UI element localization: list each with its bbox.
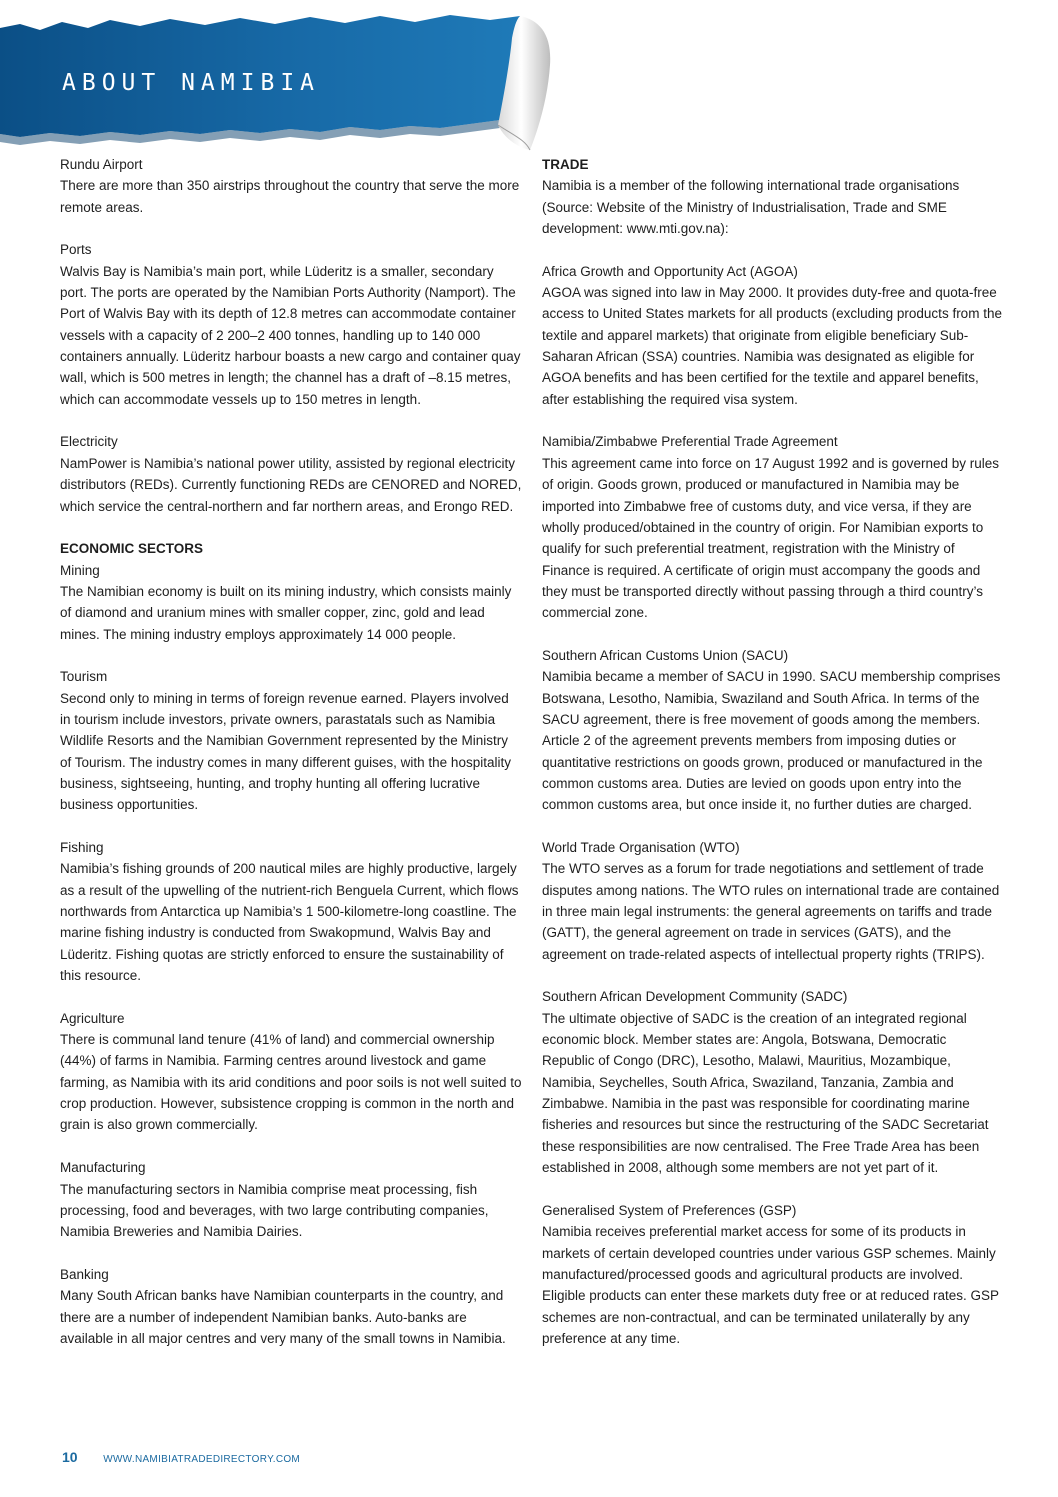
section-heading: TRADE <box>542 157 589 172</box>
article-section <box>542 1200 1002 1349</box>
section-title: World Trade Organisation (WTO) <box>542 840 740 855</box>
section-body: There is communal land tenure (41% of land) and commercial ownership (44%) of farms in Namibia. Farming centres around livestock and game farming, as Namibia with its arid conditions and poor soils is not well suited to crop production. However, subsistence cropping is common in the north and grain is also grown commercially. <box>60 1032 522 1133</box>
section-body: AGOA was signed into law in May 2000. It provides duty-free and quota-free access to United States markets for all products (excluding products from the textile and apparel markets) that originate from eligible beneficiary Sub-Saharan African (SSA) countries. Namibia was designated as eligible for AGOA benefits and has been certified for the textile and apparel benefits, after establishing the required visa system. <box>542 285 1002 407</box>
section-title: Namibia/Zimbabwe Preferential Trade Agreement <box>542 434 838 450</box>
article-section <box>542 154 1002 239</box>
section-body: The ultimate objective of SADC is the creation of an integrated regional economic block. Member states are: Angola, Botswana, Democratic Republic of Congo (DRC), Lesotho, Malawi, Mauritius, Mozambique, Namibia, Seychelles, South Africa, Swaziland, Tanzania, Zambia and Zimbabwe. Namibia in the past was responsible for coordinating marine fisheries and resources but since the restructuring of the SADC Secretariat these responsibilities are now centralised. The Free Trade Area has been established in 2008, although some members are not yet part of it. <box>542 1010 989 1176</box>
section-body: Namibia is a member of the following international trade organisations (Source: Website of the Ministry of Industrialisation, Trade and SME development: www.mti.gov.na): <box>542 178 960 237</box>
section-title: Ports <box>60 242 92 258</box>
section-body: The WTO serves as a forum for trade negotiations and settlement of trade disputes among nations. The WTO rules on international trade are contained in three main legal instruments: the general agreements on tariffs and trade (GATT), the general agreement on trade in services (GATS), and the agreement on trade-related aspects of intellectual property rights (TRIPS). <box>542 861 1000 962</box>
header-banner <box>0 10 560 160</box>
article-section <box>60 431 522 516</box>
section-title: Agriculture <box>60 1010 125 1026</box>
page-title: ABOUT NAMIBIA <box>62 70 321 96</box>
right-column <box>542 154 1002 1371</box>
section-body: Walvis Bay is Namibia’s main port, while Lüderitz is a smaller, secondary port. The ports are operated by the Namibian Ports Authority (Namport). The Port of Walvis Bay with its depth of 12.8 metres can accommodate container vessels with a capacity of 2 200–2 400 tonnes, handling up to 140 000 containers annually. Lüderitz harbour boasts a new cargo and container quay wall, which is 500 metres in length; the channel has a draft of –8.15 metres, which can accommodate vessels up to 150 metres in length. <box>60 263 521 407</box>
section-body: NamPower is Namibia’s national power utility, assisted by regional electricity distributors (REDs). Currently functioning REDs are CENORED and NORED, which service the central-northern and far northern areas, and Erongo RED. <box>60 455 522 514</box>
section-title: Fishing <box>60 840 104 855</box>
section-title: Mining <box>60 562 100 578</box>
article-section <box>60 1008 522 1136</box>
left-column <box>60 154 522 1371</box>
website-link[interactable]: WWW.NAMIBIATRADEDIRECTORY.COM <box>103 1454 301 1465</box>
section-title: Africa Growth and Opportunity Act (AGOA) <box>542 263 798 279</box>
page-number: 10 <box>62 1449 78 1465</box>
article-section <box>60 538 522 645</box>
section-body: The Namibian economy is built on its mining industry, which consists mainly of diamond and uranium mines with smaller copper, zinc, gold and lead mines. The mining industry employs approximately 14 000 people. <box>60 583 512 642</box>
section-title: Generalised System of Preferences (GSP) <box>542 1202 797 1218</box>
section-title: Electricity <box>60 434 118 450</box>
section-heading: ECONOMIC SECTORS <box>60 541 204 557</box>
section-body: Namibia became a member of SACU in 1990. SACU membership comprises Botswana, Lesotho, Namibia, Swaziland and South Africa. In terms of the SACU agreement, there is free movement of goods among the members. Article 2 of the agreement prevents members from imposing duties or quantitative restrictions on goods grown, produced or manufactured in the common customs area. Duties are levied on goods upon entry into the common customs area, but once inside it, no further duties are charged. <box>542 669 1001 813</box>
article-section <box>60 1264 522 1349</box>
article-section <box>542 645 1002 816</box>
article-section <box>60 666 522 815</box>
section-title: Manufacturing <box>60 1160 146 1176</box>
section-title: Southern African Customs Union (SACU) <box>542 647 789 663</box>
section-body: This agreement came into force on 17 August 1992 and is governed by rules of origin. Goods grown, produced or manufactured in Namibia may be imported into Zimbabwe free of customs duty, and vice versa, if they are wholly produced/obtained in the country of origin. For Namibian exports to qualify for such preferential treatment, registration with the Ministry of Finance is required. A certificate of origin must accompany the goods and they must be transported directly without passing through a third country’s commercial zone. <box>542 455 1000 621</box>
section-body: Namibia’s fishing grounds of 200 nautical miles are highly productive, largely as a result of the upwelling of the nutrient-rich Benguela Current, which flows northwards from Antarctica up Namibia’s 1 500-kilometre-long coastline. The marine fishing industry is conducted from Swakopmund, Walvis Bay and Lüderitz. Fishing quotas are strictly enforced to ensure the sustainability of this resource. <box>60 861 519 984</box>
article-section <box>60 1157 522 1242</box>
article-section <box>542 837 1002 965</box>
article-section <box>542 431 1002 623</box>
article-section <box>542 986 1002 1178</box>
section-body: Second only to mining in terms of foreign revenue earned. Players involved in tourism include investors, private owners, parastatals such as Namibia Wildlife Resorts and the Namibian Government represented by the Ministry of Tourism. The industry comes in many different guises, with the hospitality business, sightseeing, hunting, and trophy hunting all offering lucrative business opportunities. <box>60 690 511 813</box>
article-section <box>60 239 522 410</box>
section-title: Southern African Development Community (SADC) <box>542 989 848 1005</box>
section-body: Many South African banks have Namibian counterparts in the country, and there are a number of independent Namibian banks. Auto-banks are available in all major centres and very many of the small towns in Namibia. <box>60 1288 506 1346</box>
article-section <box>542 261 1002 410</box>
section-title: Rundu Airport <box>60 157 143 172</box>
section-body: Namibia receives preferential market access for some of its products in markets of certain developed countries under various GSP schemes. Mainly manufactured/processed goods and agricultural products are involved. Eligible products can enter these markets duty free or at reduced rates. GSP schemes are non-contractual, and can be terminated unilaterally by any preference at any time. <box>542 1224 999 1346</box>
section-title: Banking <box>60 1266 109 1282</box>
article-section <box>60 154 522 218</box>
section-body: The manufacturing sectors in Namibia comprise meat processing, fish processing, food and beverages, with two large contributing companies, Namibia Breweries and Namibia Dairies. <box>60 1181 489 1240</box>
page-footer <box>62 1449 300 1465</box>
section-body: There are more than 350 airstrips throughout the country that serve the more remote areas. <box>60 178 520 215</box>
article-section <box>60 837 522 986</box>
section-title: Tourism <box>60 669 108 685</box>
